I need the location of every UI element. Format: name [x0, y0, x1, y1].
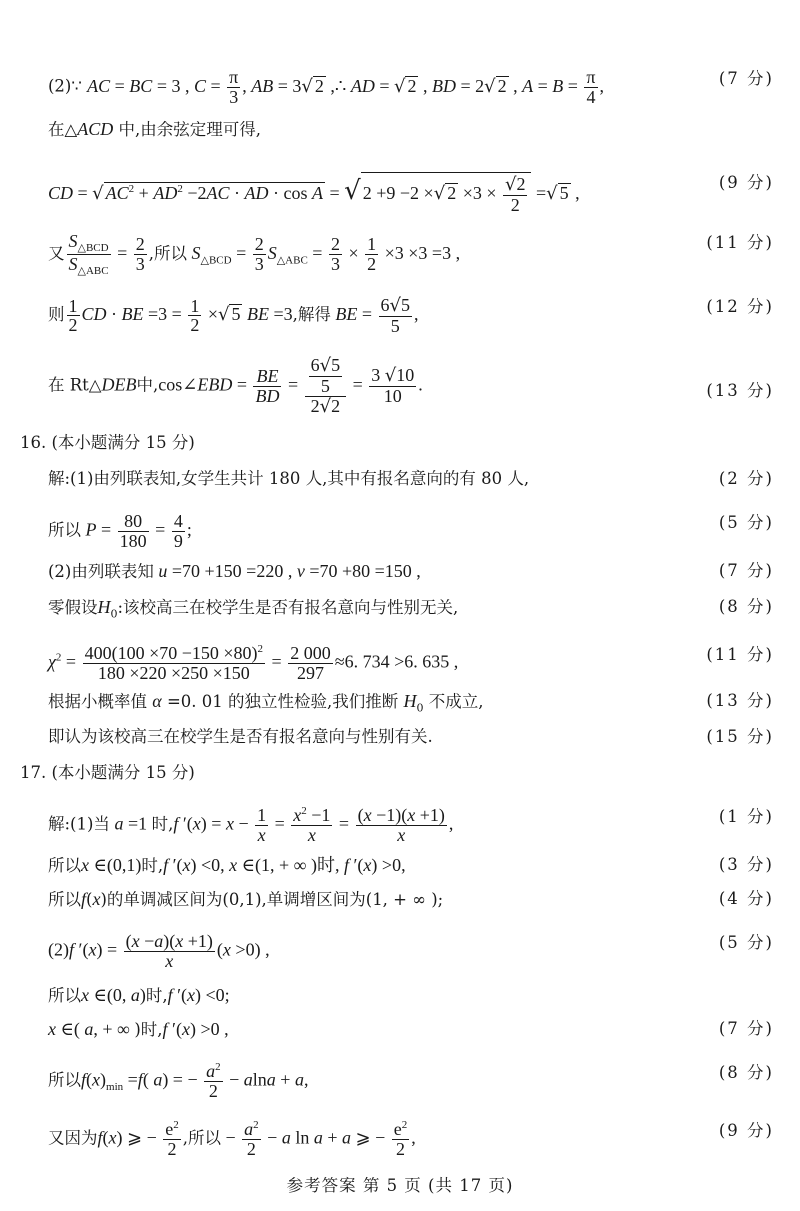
score: (11 分): [706, 645, 774, 664]
score: (5 分): [718, 933, 774, 952]
score: (8 分): [718, 597, 774, 616]
score: (9 分): [718, 173, 774, 192]
question-title: 17. (本小题满分 15 分): [20, 763, 195, 782]
text: 时,: [145, 986, 168, 1005]
text: 解:(1)由列联表知,女学生共计 180 人,其中有报名意向的有 80 人,: [48, 469, 530, 488]
text: ,所以: [182, 1128, 221, 1148]
q15-part2-lead: (2)∵: [48, 76, 82, 96]
page-footer: 参考答案 第 5 页 (共 17 页): [286, 1176, 514, 1195]
score: (7 分): [718, 561, 774, 580]
score: (11 分): [706, 233, 774, 252]
q15-cos-math: 在 Rt△DEB中,cos∠EBD = $\frac{BE}{BD}$ = $\frac{\frac{6√5}{5}}{2√2}$ = $\frac{3 √10}{10}$ .: [48, 355, 423, 417]
text: 即认为该校高三在校学生是否有报名意向与性别有关.: [48, 727, 433, 746]
q17-min-math: 所以$f(x)_{min} =f$( a) = − $\frac{a^2}{2}$ − alna + a,: [48, 1061, 309, 1101]
text: ,所以: [148, 243, 187, 263]
score: (12 分): [706, 297, 774, 316]
text: 时,: [151, 814, 174, 834]
q17-ineq-math: 又因为f(x) ⩾ − $\frac{e^2}{2}$ ,所以 − $\frac{a^2}{2}$ − a ln a + a ⩾ − $\frac{e^2}{2}$ ,: [48, 1119, 416, 1159]
q16-chi-math: $\chi^2$ = $\frac{400(100 \times 70 -150 \times 80)^2}{180 \times 220 \times 250 \times 150}$ = $\frac{2 000}{297}$ ≈6. 734 >6. 635 ,: [48, 643, 459, 683]
q15-cd-math: CD = √ $AC^2 + AD^2 -2AC$ · AD · cos A = √ 2 +9 −2 ×√ 2 ×3 × $\frac{√2}{2}$ =√ 5 ,: [48, 174, 580, 215]
score: (13 分): [706, 691, 774, 710]
score: (5 分): [718, 513, 774, 532]
score: (2 分): [718, 469, 774, 488]
text: 根据小概率值: [48, 692, 147, 711]
text: 在△: [48, 120, 78, 139]
text: )时,: [134, 1020, 163, 1039]
text: 时,: [141, 856, 164, 875]
text: (2)由列联表知: [48, 562, 154, 581]
score: (13 分): [706, 381, 774, 400]
text: 又: [48, 243, 65, 263]
text: 不成立,: [428, 692, 484, 711]
text: 的单调减区间为(0,1),单调增区间为(1, + ∞ );: [106, 890, 444, 909]
q17-sign-math: 所以x ∈(0,1)时,f ′(x) <0, x ∈(1, + ∞ )时, f ′(x) >0,: [48, 855, 406, 875]
text: 在 Rt△: [48, 375, 102, 395]
text: :该校高三在校学生是否有报名意向与性别无关,: [117, 598, 459, 617]
text: 则: [48, 305, 65, 325]
text: 中,: [136, 375, 159, 395]
score: (7 分): [718, 69, 774, 88]
q15-part2-math: AC = BC = 3 , C = $\frac{\pi}{3}$ , AB = 3√ 2 ,∴ AD = √ 2 , BD = 2√ 2 , A = B = $\frac{\pi}{4}$ ,: [87, 67, 605, 107]
score: (9 分): [718, 1121, 774, 1140]
text: 的独立性检验,我们推断: [228, 692, 399, 711]
score: (1 分): [718, 807, 774, 826]
text: 又因为: [48, 1128, 98, 1148]
score: (4 分): [718, 889, 774, 908]
text: 所以: [48, 856, 81, 875]
score: (7 分): [718, 1019, 774, 1038]
q15-ratio-math: 又 $\frac{S_{\triangle BCD}}{S_{\triangle ABC}}$ = $\frac{2}{3}$ ,所以 $S_{\triangle BCD}$ = $\frac{2}{3}$ $S_{\triangle ABC}$ = $\frac{2}{3}$ × $\frac{1}{2}$ ×3 ×3 =3 ,: [48, 231, 461, 278]
score: (15 分): [706, 727, 774, 746]
score: (3 分): [718, 855, 774, 874]
text: 所以: [48, 1070, 81, 1090]
q17-part2-math: (2)f ′(x) = $\frac{(x -a)(x +1)}{x}$ (x >0) ,: [48, 931, 270, 971]
q17-sign2-math: 所以x ∈(0, a)时,f ′(x) <0;: [48, 985, 230, 1005]
text: 中,由余弦定理可得,: [118, 120, 261, 139]
text: ,解得: [292, 305, 331, 325]
text: 所以: [48, 890, 81, 909]
q17-deriv-math: 解:(1)当 a =1 时,f ′(x) = x − $\frac{1}{x}$ = $\frac{x^2 -1}{x}$ = $\frac{(x -1)(x +1)}{x}$ ,: [48, 805, 454, 845]
text: 所以: [48, 520, 81, 540]
text: 解:(1)当: [48, 814, 110, 834]
q17-sign3-math: x ∈( a, + ∞ )时,f ′(x) >0 ,: [48, 1019, 229, 1039]
q15-be-math: 则 $\frac{1}{2}$ CD · BE =3 = $\frac{1}{2}$ ×√ 5 BE =3,解得 BE = $\frac{6√5}{5}$ ,: [48, 295, 419, 336]
q16-p-math: 所以 P = $\frac{80}{180}$ = $\frac{4}{9}$ ;: [48, 511, 192, 551]
score: (8 分): [718, 1063, 774, 1082]
text: 零假设: [48, 598, 98, 617]
question-title: 16. (本小题满分 15 分): [20, 433, 195, 452]
q16-uv-math: (2)由列联表知 u =70 +150 =220 , v =70 +80 =150 ,: [48, 561, 421, 581]
text: 所以: [48, 986, 81, 1005]
